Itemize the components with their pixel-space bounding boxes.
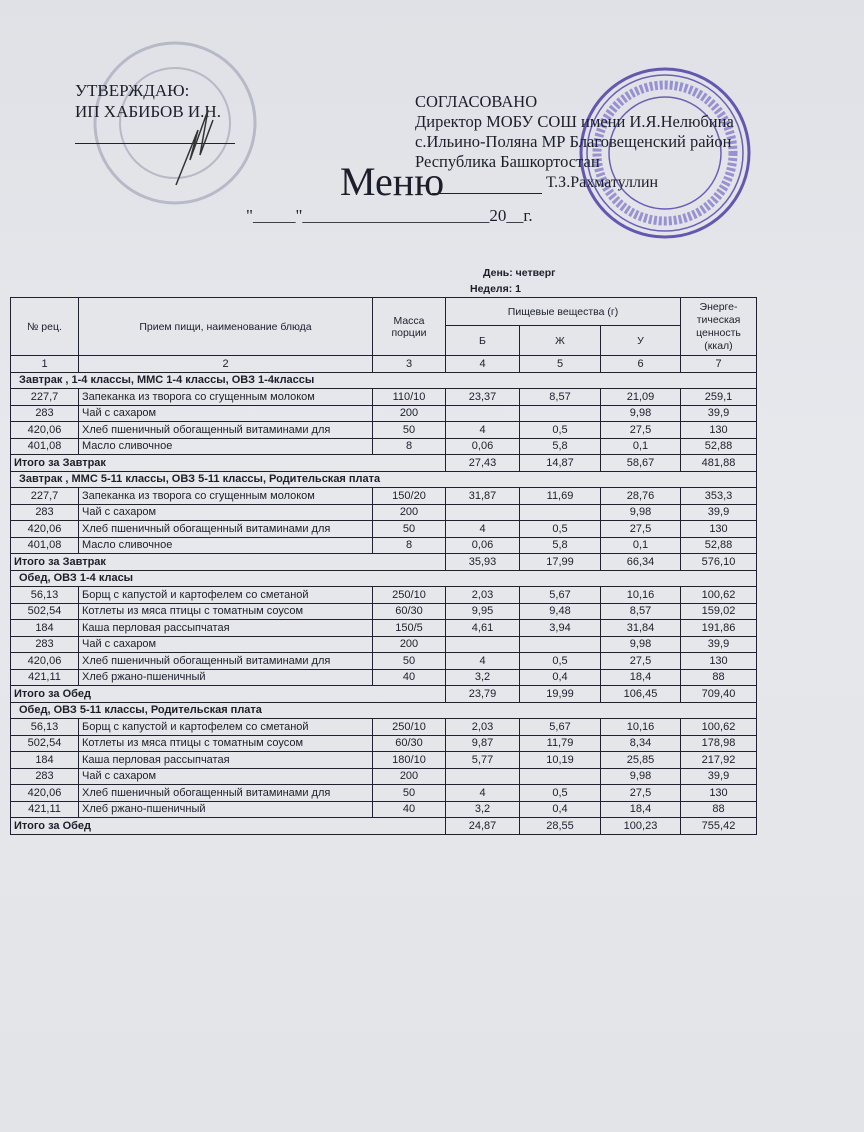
carbs-value: 10,16 [601, 587, 681, 604]
protein-value: 31,87 [446, 488, 520, 505]
agreement-label: СОГЛАСОВАНО [415, 92, 538, 111]
table-row [11, 603, 757, 620]
table-row [11, 669, 757, 686]
dish-name: Каша перловая рассыпчатая [79, 620, 373, 637]
table-row [11, 768, 757, 785]
fat-value: 5,67 [520, 719, 601, 736]
dish-name: Котлеты из мяса птицы с томатным соусом [79, 735, 373, 752]
fat-value: 5,67 [520, 587, 601, 604]
carbs-value: 9,98 [601, 405, 681, 422]
column-number: 5 [520, 356, 601, 373]
table-row [11, 735, 757, 752]
energy-value: 39,9 [681, 636, 757, 653]
energy-value: 130 [681, 422, 757, 439]
energy-value: 52,88 [681, 438, 757, 455]
dish-name: Котлеты из мяса птицы с томатным соусом [79, 603, 373, 620]
fat-value [520, 768, 601, 785]
energy-value: 353,3 [681, 488, 757, 505]
table-row [11, 537, 757, 554]
portion-mass: 150/5 [373, 620, 446, 637]
dish-name: Хлеб ржано-пшеничный [79, 669, 373, 686]
total-row [11, 686, 757, 703]
total-label: Итого за Завтрак [11, 554, 446, 571]
agreement-block [415, 92, 734, 172]
portion-mass: 250/10 [373, 719, 446, 736]
portion-mass: 150/20 [373, 488, 446, 505]
section-header-row [11, 570, 757, 587]
carbs-value: 27,5 [601, 785, 681, 802]
carbs-value: 9,98 [601, 768, 681, 785]
table-row [11, 488, 757, 505]
portion-mass: 8 [373, 438, 446, 455]
portion-mass: 8 [373, 537, 446, 554]
carbs-value: 18,4 [601, 669, 681, 686]
portion-mass: 180/10 [373, 752, 446, 769]
fat-value [520, 504, 601, 521]
header-energy: Энерге-тическая ценность (ккал) [681, 298, 757, 356]
portion-mass: 60/30 [373, 603, 446, 620]
energy-value: 39,9 [681, 504, 757, 521]
table-row [11, 521, 757, 538]
carbs-value: 18,4 [601, 801, 681, 818]
fat-value: 5,8 [520, 438, 601, 455]
dish-name: Запеканка из творога со сгущенным молоком [79, 389, 373, 406]
energy-value: 100,62 [681, 587, 757, 604]
page-title: Меню [340, 159, 445, 204]
fat-value: 9,48 [520, 603, 601, 620]
portion-mass: 110/10 [373, 389, 446, 406]
table-row [11, 422, 757, 439]
portion-mass: 50 [373, 785, 446, 802]
dish-name: Масло сливочное [79, 438, 373, 455]
dish-name: Борщ с капустой и картофелем со сметаной [79, 587, 373, 604]
dish-name: Борщ с капустой и картофелем со сметаной [79, 719, 373, 736]
portion-mass: 50 [373, 422, 446, 439]
protein-value: 4 [446, 653, 520, 670]
energy-value: 39,9 [681, 405, 757, 422]
recipe-number: 420,06 [11, 785, 79, 802]
fat-value: 0,4 [520, 669, 601, 686]
portion-mass: 40 [373, 669, 446, 686]
carbs-value: 9,98 [601, 636, 681, 653]
protein-value: 0,06 [446, 438, 520, 455]
protein-value: 4 [446, 785, 520, 802]
signature [168, 100, 218, 190]
section-title: Завтрак , 1-4 классы, ММС 1-4 классы, ОВЗ 1-4классы [11, 372, 757, 389]
signature-line [432, 193, 542, 194]
carbs-value: 27,5 [601, 521, 681, 538]
approver-name: ИП ХАБИБОВ И.Н. [75, 102, 221, 121]
section-header-row [11, 702, 757, 719]
portion-mass: 200 [373, 504, 446, 521]
protein-value: 4,61 [446, 620, 520, 637]
portion-mass: 40 [373, 801, 446, 818]
total-protein: 23,79 [446, 686, 520, 703]
header-recipe-number: № рец. [11, 298, 79, 356]
total-row [11, 554, 757, 571]
energy-value: 130 [681, 785, 757, 802]
dish-name: Каша перловая рассыпчатая [79, 752, 373, 769]
agreement-region: Республика Башкортостан [415, 152, 600, 171]
total-energy: 709,40 [681, 686, 757, 703]
energy-value: 130 [681, 521, 757, 538]
total-energy: 576,10 [681, 554, 757, 571]
header-carbs: У [601, 326, 681, 356]
total-fat: 14,87 [520, 455, 601, 472]
total-carbs: 66,34 [601, 554, 681, 571]
energy-value: 259,1 [681, 389, 757, 406]
table-row [11, 801, 757, 818]
section-header-row [11, 471, 757, 488]
energy-value: 178,98 [681, 735, 757, 752]
fat-value [520, 405, 601, 422]
total-protein: 35,93 [446, 554, 520, 571]
table-row [11, 389, 757, 406]
total-fat: 19,99 [520, 686, 601, 703]
table-row [11, 620, 757, 637]
agreement-location: с.Ильино-Поляна МР Благовещенский район [415, 132, 732, 151]
energy-value: 159,02 [681, 603, 757, 620]
recipe-number: 401,08 [11, 537, 79, 554]
carbs-value: 27,5 [601, 653, 681, 670]
recipe-number: 283 [11, 405, 79, 422]
fat-value: 10,19 [520, 752, 601, 769]
dish-name: Чай с сахаром [79, 504, 373, 521]
carbs-value: 8,34 [601, 735, 681, 752]
carbs-value: 0,1 [601, 438, 681, 455]
recipe-number: 227,7 [11, 389, 79, 406]
total-fat: 17,99 [520, 554, 601, 571]
table-row [11, 438, 757, 455]
dish-name: Хлеб пшеничный обогащенный витаминами для [79, 422, 373, 439]
date-line: "_____"______________________20__г. [246, 206, 533, 225]
dish-name: Хлеб пшеничный обогащенный витаминами для [79, 521, 373, 538]
energy-value: 217,92 [681, 752, 757, 769]
protein-value: 2,03 [446, 719, 520, 736]
fat-value: 11,69 [520, 488, 601, 505]
table-row [11, 504, 757, 521]
column-number: 4 [446, 356, 520, 373]
recipe-number: 401,08 [11, 438, 79, 455]
fat-value: 0,4 [520, 801, 601, 818]
dish-name: Чай с сахаром [79, 768, 373, 785]
fat-value: 3,94 [520, 620, 601, 637]
column-number: 3 [373, 356, 446, 373]
recipe-number: 421,11 [11, 669, 79, 686]
total-carbs: 58,67 [601, 455, 681, 472]
portion-mass: 60/30 [373, 735, 446, 752]
total-energy: 755,42 [681, 818, 757, 835]
carbs-value: 27,5 [601, 422, 681, 439]
dish-name: Масло сливочное [79, 537, 373, 554]
carbs-value: 31,84 [601, 620, 681, 637]
section-title: Обед, ОВЗ 1-4 класы [11, 570, 757, 587]
day-label: День: четверг [483, 267, 556, 279]
fat-value: 8,57 [520, 389, 601, 406]
table-row [11, 752, 757, 769]
protein-value: 9,87 [446, 735, 520, 752]
column-number: 1 [11, 356, 79, 373]
dish-name: Хлеб пшеничный обогащенный витаминами для [79, 653, 373, 670]
recipe-number: 227,7 [11, 488, 79, 505]
table-row [11, 587, 757, 604]
portion-mass: 200 [373, 768, 446, 785]
dish-name: Хлеб ржано-пшеничный [79, 801, 373, 818]
total-protein: 27,43 [446, 455, 520, 472]
fat-value: 0,5 [520, 422, 601, 439]
protein-value: 4 [446, 521, 520, 538]
total-fat: 28,55 [520, 818, 601, 835]
carbs-value: 28,76 [601, 488, 681, 505]
dish-name: Чай с сахаром [79, 405, 373, 422]
portion-mass: 250/10 [373, 587, 446, 604]
recipe-number: 420,06 [11, 422, 79, 439]
fat-value: 11,79 [520, 735, 601, 752]
recipe-number: 56,13 [11, 719, 79, 736]
signer-name: Т.З.Рахматуллин [546, 174, 659, 191]
dish-name: Запеканка из творога со сгущенным молоком [79, 488, 373, 505]
table-row [11, 405, 757, 422]
recipe-number: 283 [11, 636, 79, 653]
recipe-number: 421,11 [11, 801, 79, 818]
total-row [11, 455, 757, 472]
carbs-value: 25,85 [601, 752, 681, 769]
header-portion-mass: Масса порции [373, 298, 446, 356]
carbs-value: 10,16 [601, 719, 681, 736]
total-row [11, 818, 757, 835]
protein-value: 4 [446, 422, 520, 439]
week-label: Неделя: 1 [470, 283, 521, 295]
table-row [11, 636, 757, 653]
carbs-value: 21,09 [601, 389, 681, 406]
recipe-number: 420,06 [11, 521, 79, 538]
portion-mass: 50 [373, 521, 446, 538]
protein-value: 3,2 [446, 669, 520, 686]
approval-label: УТВЕРЖДАЮ: [75, 81, 190, 100]
protein-value [446, 768, 520, 785]
carbs-value: 8,57 [601, 603, 681, 620]
total-protein: 24,87 [446, 818, 520, 835]
recipe-number: 184 [11, 752, 79, 769]
portion-mass: 200 [373, 636, 446, 653]
fat-value: 0,5 [520, 521, 601, 538]
protein-value: 3,2 [446, 801, 520, 818]
total-label: Итого за Обед [11, 686, 446, 703]
fat-value [520, 636, 601, 653]
energy-value: 39,9 [681, 768, 757, 785]
table-row [11, 719, 757, 736]
protein-value [446, 405, 520, 422]
energy-value: 52,88 [681, 537, 757, 554]
header-protein: Б [446, 326, 520, 356]
column-number: 6 [601, 356, 681, 373]
recipe-number: 502,54 [11, 603, 79, 620]
carbs-value: 9,98 [601, 504, 681, 521]
dish-name: Хлеб пшеничный обогащенный витаминами для [79, 785, 373, 802]
dish-name: Чай с сахаром [79, 636, 373, 653]
recipe-number: 283 [11, 504, 79, 521]
recipe-number: 184 [11, 620, 79, 637]
agreement-position: Директор МОБУ СОШ имени И.Я.Нелюбина [415, 112, 734, 131]
header-nutrients: Пищевые вещества (г) [446, 298, 681, 326]
section-title: Завтрак , ММС 5-11 классы, ОВЗ 5-11 классы, Родительская плата [11, 471, 757, 488]
protein-value: 9,95 [446, 603, 520, 620]
header-dish-name: Прием пищи, наименование блюда [79, 298, 373, 356]
section-header-row [11, 372, 757, 389]
section-title: Обед, ОВЗ 5-11 классы, Родительская плата [11, 702, 757, 719]
header-fat: Ж [520, 326, 601, 356]
protein-value: 5,77 [446, 752, 520, 769]
total-label: Итого за Завтрак [11, 455, 446, 472]
menu-table [10, 297, 757, 835]
total-energy: 481,88 [681, 455, 757, 472]
recipe-number: 420,06 [11, 653, 79, 670]
recipe-number: 56,13 [11, 587, 79, 604]
protein-value: 23,37 [446, 389, 520, 406]
energy-value: 88 [681, 669, 757, 686]
total-label: Итого за Обед [11, 818, 446, 835]
energy-value: 88 [681, 801, 757, 818]
fat-value: 5,8 [520, 537, 601, 554]
carbs-value: 0,1 [601, 537, 681, 554]
recipe-number: 502,54 [11, 735, 79, 752]
energy-value: 100,62 [681, 719, 757, 736]
protein-value: 0,06 [446, 537, 520, 554]
protein-value: 2,03 [446, 587, 520, 604]
fat-value: 0,5 [520, 785, 601, 802]
energy-value: 191,86 [681, 620, 757, 637]
column-numbers-row [11, 356, 757, 373]
table-row [11, 653, 757, 670]
total-carbs: 100,23 [601, 818, 681, 835]
portion-mass: 200 [373, 405, 446, 422]
fat-value: 0,5 [520, 653, 601, 670]
protein-value [446, 504, 520, 521]
energy-value: 130 [681, 653, 757, 670]
column-number: 7 [681, 356, 757, 373]
portion-mass: 50 [373, 653, 446, 670]
column-number: 2 [79, 356, 373, 373]
protein-value [446, 636, 520, 653]
total-carbs: 106,45 [601, 686, 681, 703]
table-row [11, 785, 757, 802]
recipe-number: 283 [11, 768, 79, 785]
